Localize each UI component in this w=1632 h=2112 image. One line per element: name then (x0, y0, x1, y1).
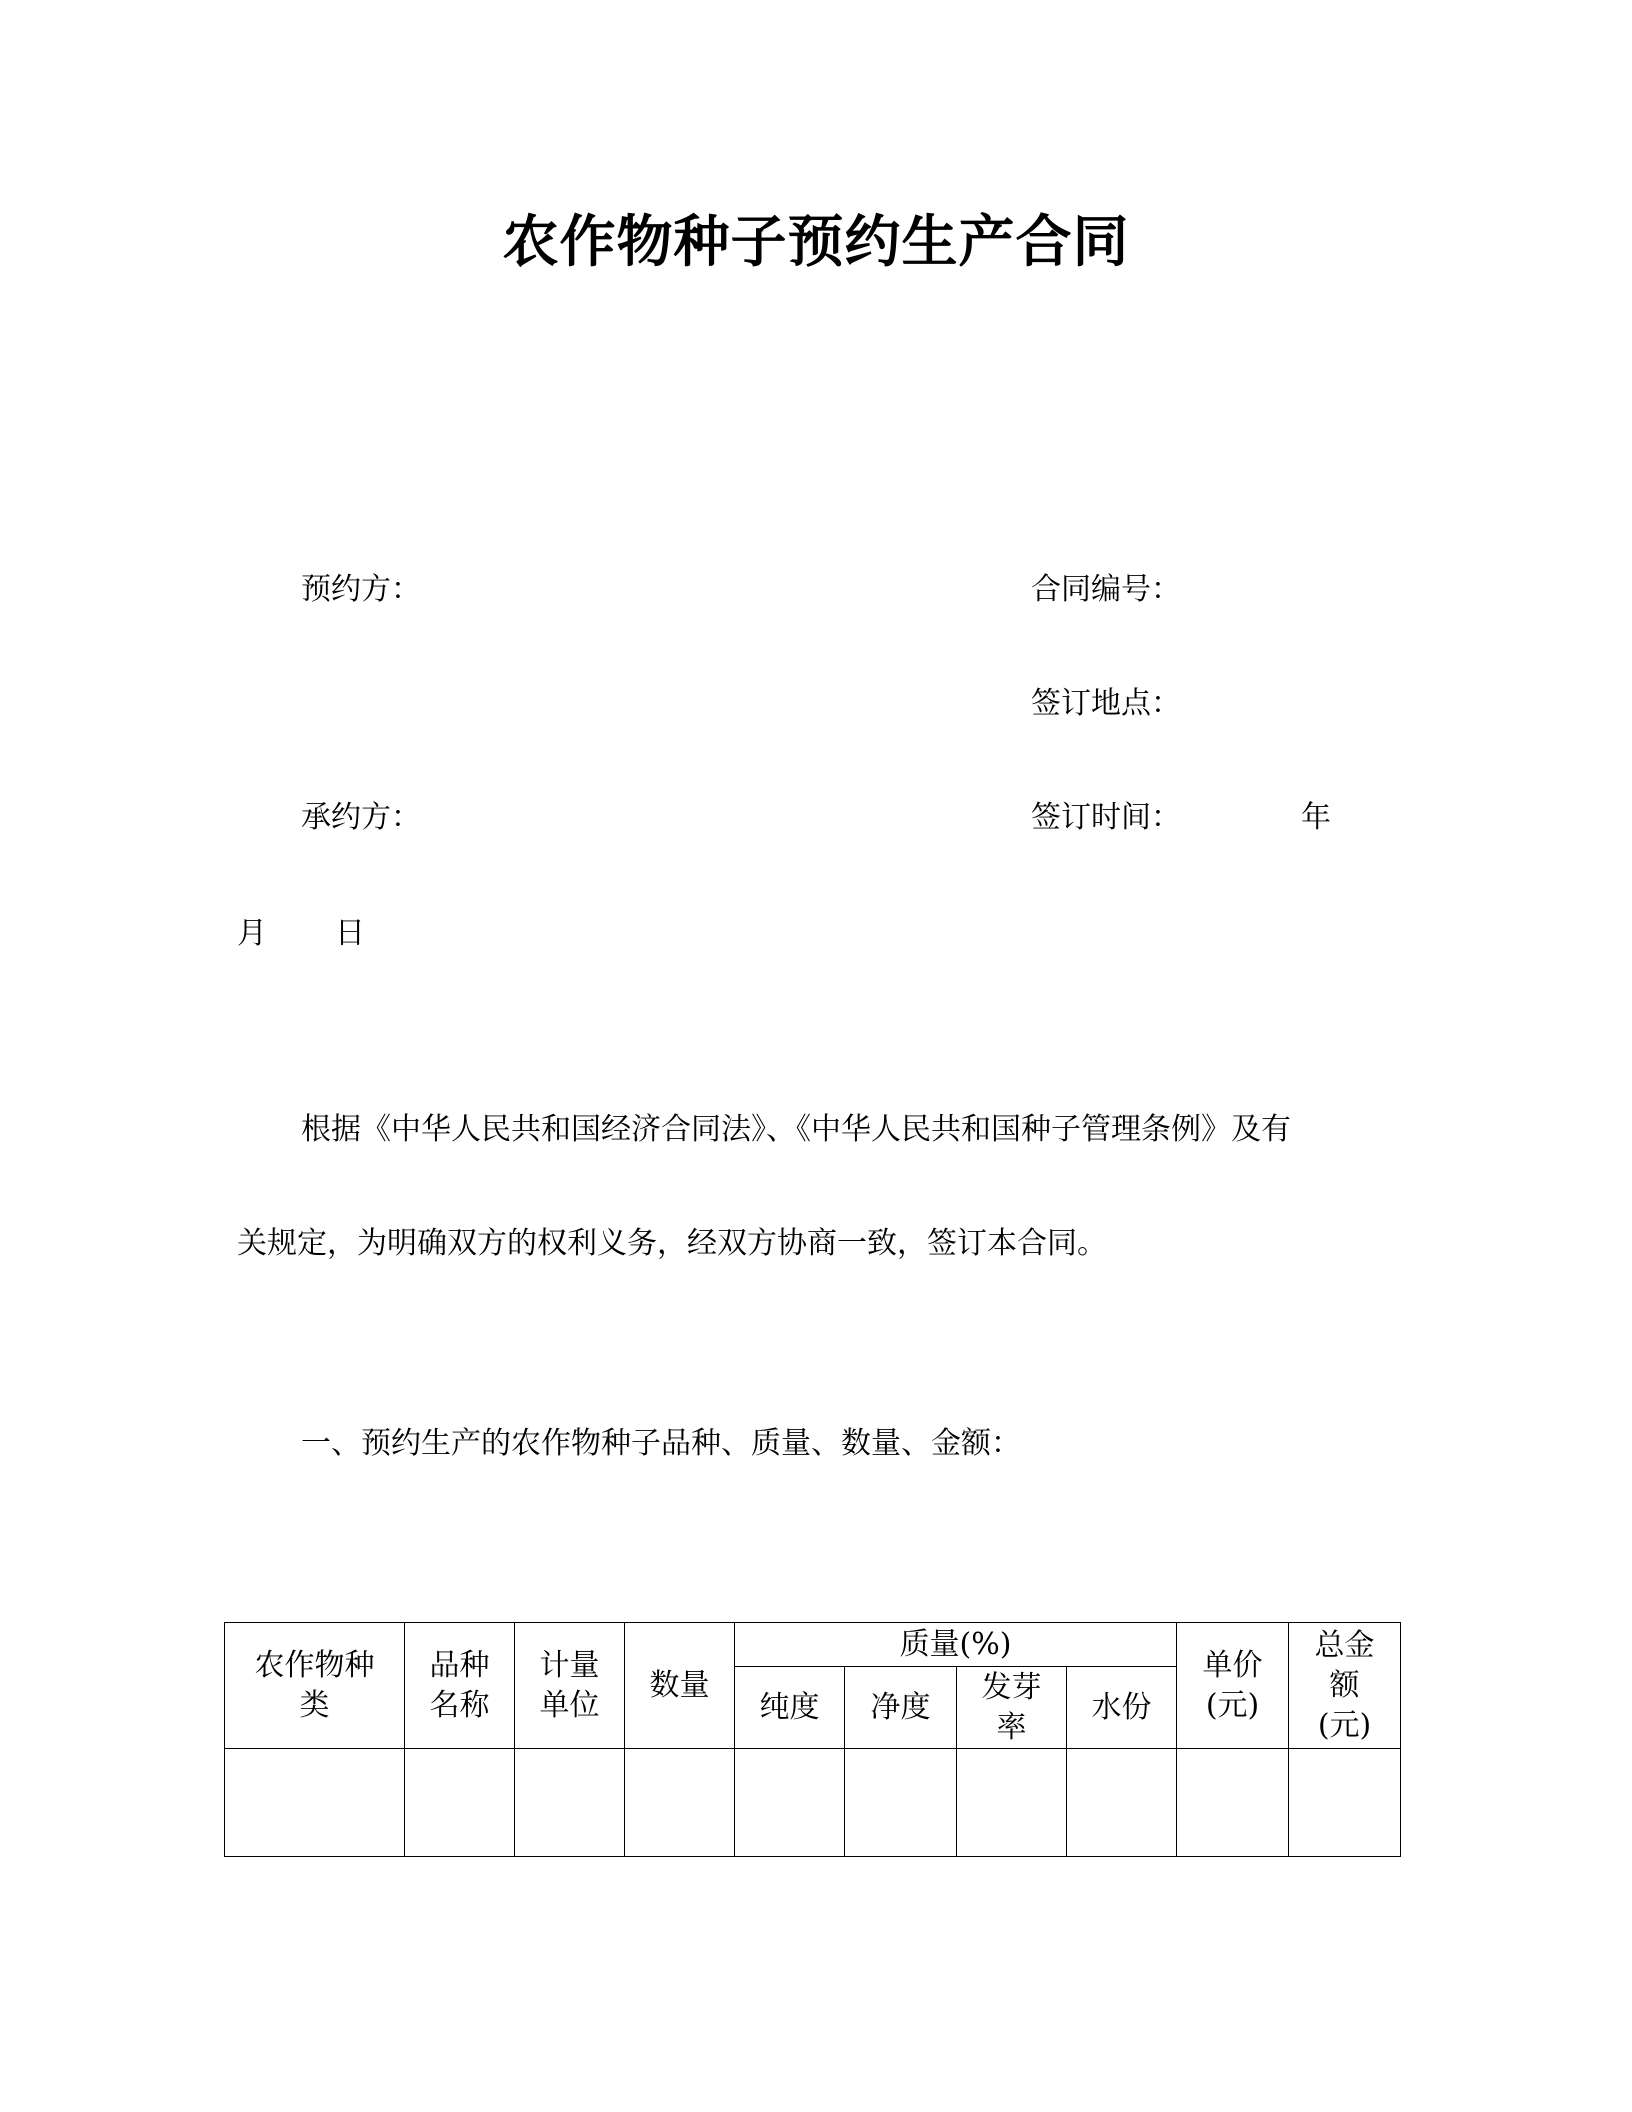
header-total-amount (1289, 1623, 1401, 1749)
header-cleanliness: 净度 (845, 1667, 957, 1749)
header-quantity: 数量 (625, 1623, 735, 1749)
header-germination-line-2: 率 (996, 1709, 1027, 1745)
header-moisture: 水份 (1067, 1667, 1177, 1749)
header-total-amount-line-2: 额 (1329, 1667, 1360, 1703)
header-total-amount-line-1: 总金 (1314, 1627, 1375, 1663)
cell-crop-type[interactable] (225, 1749, 405, 1857)
header-variety-line-1: 品种 (429, 1647, 490, 1683)
cell-unit-price[interactable] (1177, 1749, 1289, 1857)
header-unit-price-line-1: 单价 (1202, 1647, 1263, 1683)
cell-germination[interactable] (957, 1749, 1067, 1857)
header-crop-type-line-1: 农作物种 (254, 1647, 375, 1683)
header-unit-price-line-2: (元) (1205, 1687, 1260, 1723)
cell-moisture[interactable] (1067, 1749, 1177, 1857)
intro-paragraph-line-1: 根据《中华人民共和国经济合同法》、《中华人民共和国种子管理条例》及有 (301, 1112, 1291, 1147)
header-germination (957, 1667, 1067, 1749)
header-unit (515, 1623, 625, 1749)
header-quality: 质量(%) (735, 1623, 1177, 1667)
header-germination-line-1: 发芽 (981, 1669, 1042, 1705)
header-variety (405, 1623, 515, 1749)
sign-place-label: 签订地点： (1031, 686, 1181, 721)
sign-time-label: 签订时间： (1031, 800, 1181, 835)
cell-total-amount[interactable] (1289, 1749, 1401, 1857)
header-unit-price (1177, 1623, 1289, 1749)
intro-paragraph-line-2: 关规定，为明确双方的权利义务，经双方协商一致，签订本合同。 (237, 1226, 1107, 1261)
cell-quantity[interactable] (625, 1749, 735, 1857)
contract-no-label: 合同编号： (1031, 572, 1181, 607)
day-label: 日 (335, 916, 365, 951)
cell-unit[interactable] (515, 1749, 625, 1857)
header-unit-line-2: 单位 (539, 1687, 600, 1723)
header-total-amount-line-3: (元) (1317, 1707, 1372, 1743)
document-title: 农作物种子预约生产合同 (502, 210, 1130, 275)
cell-variety[interactable] (405, 1749, 515, 1857)
month-label: 月 (237, 916, 267, 951)
table-header-row (225, 1623, 1401, 1667)
section-1-heading: 一、预约生产的农作物种子品种、质量、数量、金额： (301, 1426, 1021, 1461)
header-unit-line-1: 计量 (539, 1647, 600, 1683)
year-label: 年 (1301, 800, 1331, 835)
header-crop-type (225, 1623, 405, 1749)
header-variety-line-2: 名称 (429, 1687, 490, 1723)
table-row (225, 1749, 1401, 1857)
cell-cleanliness[interactable] (845, 1749, 957, 1857)
header-crop-type-line-2: 类 (299, 1687, 330, 1723)
header-purity: 纯度 (735, 1667, 845, 1749)
contractor-label: 承约方： (301, 800, 421, 835)
reserver-label: 预约方： (301, 572, 421, 607)
cell-purity[interactable] (735, 1749, 845, 1857)
seed-table (224, 1622, 1401, 1857)
